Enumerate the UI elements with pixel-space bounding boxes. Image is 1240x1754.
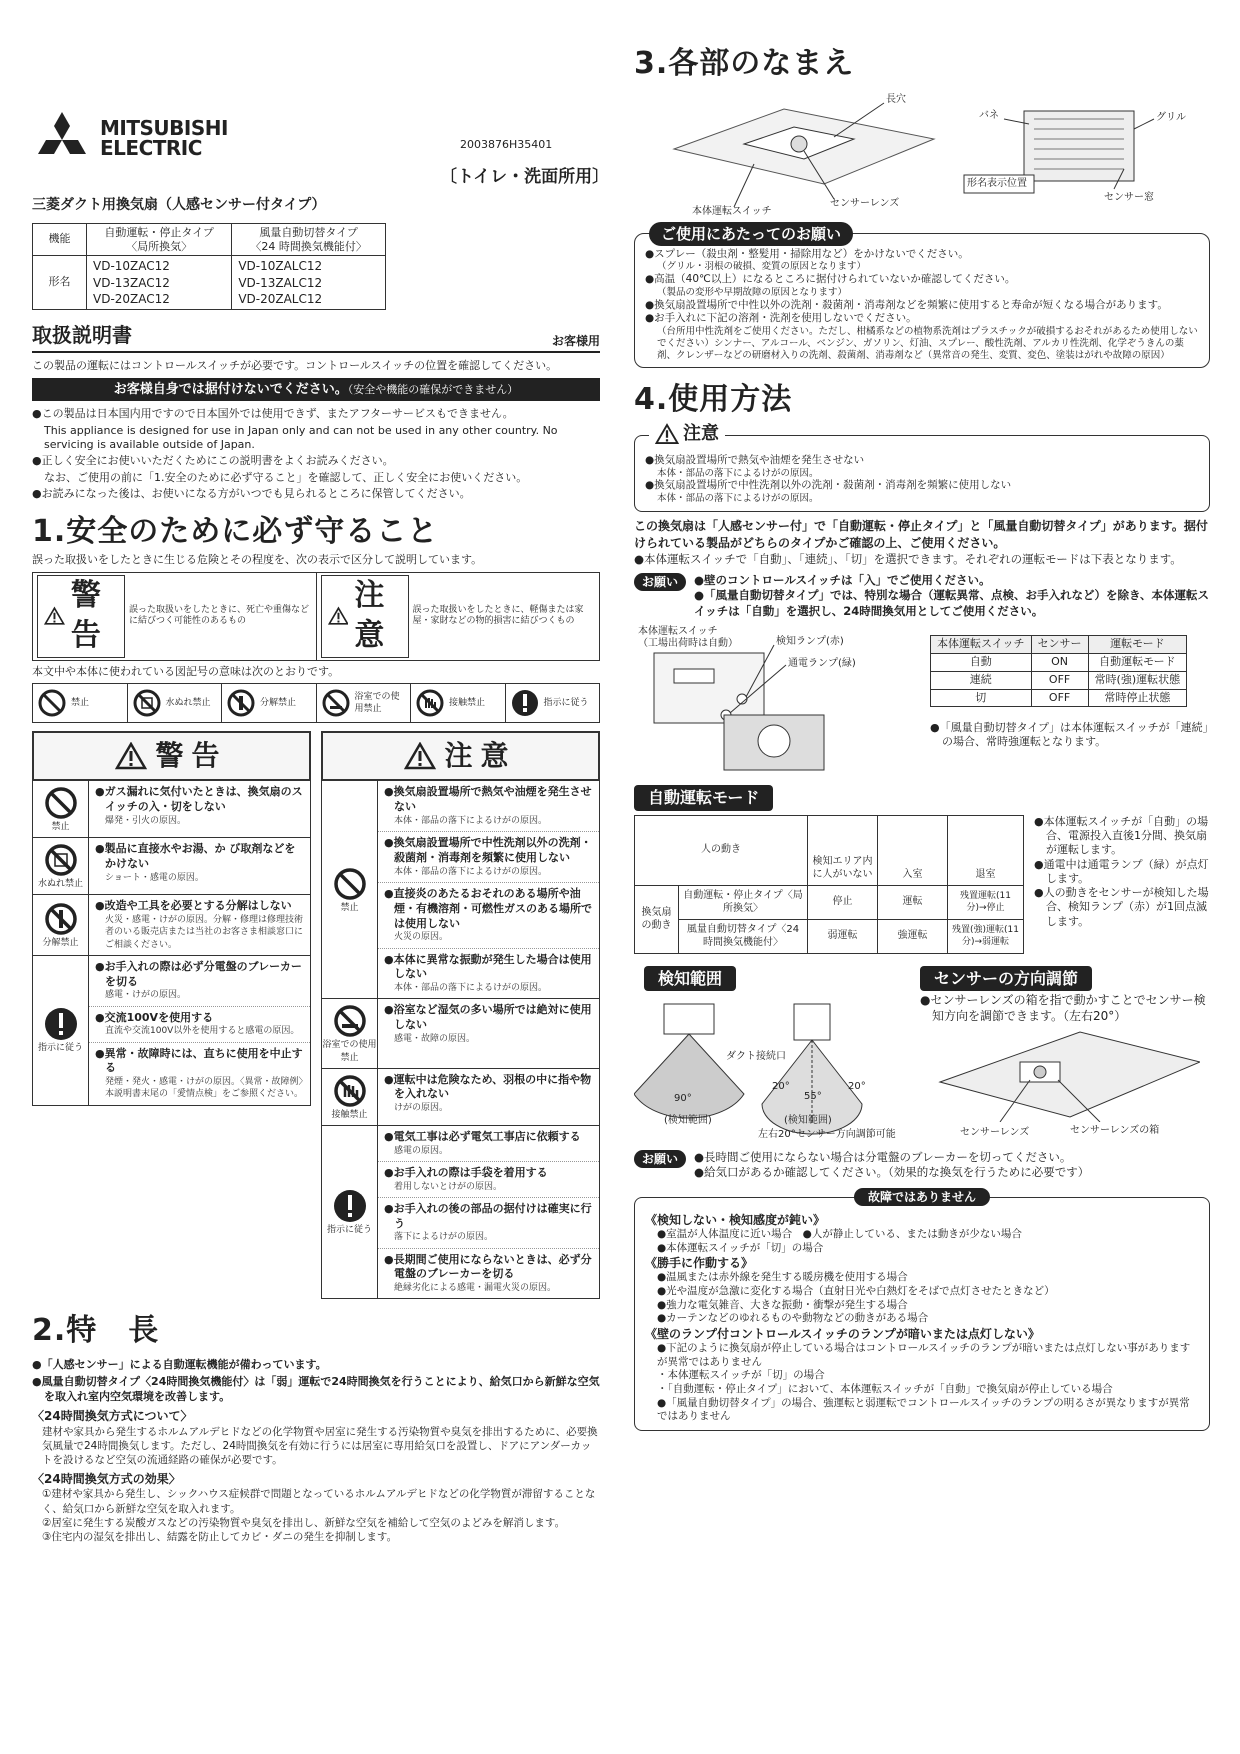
label-model-pos: 形名表示位置 (967, 177, 1027, 189)
item-sub: 落下によるけがの原因。 (394, 1232, 494, 1243)
parts-title: 3.各部のなまえ (634, 46, 855, 81)
list-item (89, 1007, 310, 1043)
mode-cell: 常時(強)運転状態 (1088, 671, 1187, 689)
no-bathroom-icon (332, 1003, 368, 1039)
row-icon (322, 781, 378, 998)
request-text: ●給気口があるか確認してください。（効果的な換気を行うために必要です） (694, 1165, 1090, 1180)
fault-heading: 《壁のランプ付コントロールスイッチのランプが暗いまたは点灯しない》 (645, 1326, 1040, 1341)
symbol-label: 禁止 (71, 698, 90, 709)
auto-note: ●通電中は通電ランプ（緑）が点灯します。 (1034, 857, 1209, 885)
range-title: 検知範囲 (644, 966, 736, 992)
features-title: 2.特 長 (32, 1313, 160, 1349)
warning-list (32, 781, 311, 1105)
request-item: ●換気扇設置場所で中性以外の洗剤・殺菌剤・消毒剤などを頻繁に使用すると寿命が短くなる場合があります。 (645, 298, 1168, 311)
fault-item: ●温風または赤外線を発生する暖房機を使用する場合 (657, 1271, 908, 1284)
col2-header: 風量自動切替タイプ (259, 225, 358, 239)
table-row (33, 837, 310, 894)
symbol-legend (32, 683, 600, 723)
faults-box (634, 1189, 1210, 1431)
list-item: ●正しく安全にお使いいただくためにこの説明書をよくお読みください。 (32, 453, 394, 467)
prohibited-icon (37, 688, 67, 718)
no-water-icon (43, 842, 79, 878)
human-label: 人の動き (635, 815, 808, 885)
icon-label: 指示に従う (37, 1043, 83, 1054)
request-item-sub: （グリル・羽根の破損、変質の原因となります） (657, 261, 867, 273)
request-pill: お願い (634, 573, 686, 591)
doc-code: 2003876H35401 (460, 138, 553, 151)
item-sub: 本体・部品の落下によるけがの原因。 (394, 983, 548, 994)
item-title: ●製品に直接水やお湯、か び取剤などをかけない (95, 842, 296, 871)
label-55deg: 55° (804, 1090, 822, 1102)
warning-triangle-icon (44, 602, 65, 630)
col-label: 退室 (948, 815, 1024, 885)
list-item: ●「人感センサー」による自動運転機能が備わっています。 (32, 1357, 327, 1371)
table-row (33, 955, 310, 1105)
type1-label: 自動運転・停止タイプ〈局所換気〉 (679, 885, 808, 919)
list-item: ●お読みになった後は、お使いになる方がいつでも見られるところに保管してください。 (32, 487, 471, 501)
icon-label: 水ぬれ禁止 (37, 879, 83, 890)
list-item: ③住宅内の湿気を排出し、結露を防止してカビ・ダニの発生を抑制します。 (42, 1530, 398, 1543)
fault-item: ●光や温度が急激に変化する場合（直射日光や白熱灯をそばで点灯させたときなど） (657, 1284, 1055, 1297)
caution-triangle-icon (328, 602, 349, 630)
fault-item: ●「風量自動切替タイプ」の場合、強運転と弱運転でコントロールスイッチのランプの明るさが異なりますが異常ではありません (657, 1396, 1190, 1423)
three-diamonds-icon (32, 110, 92, 166)
row-items (378, 1126, 599, 1299)
list-item: ●風量自動切替タイプ〈24時間換気機能付〉は「弱」運転で24時間換気を行うことにより、給気口から新鮮な空気を取入れ室内空気環境を改善します。 (32, 1374, 600, 1403)
caution-item-sub: 本体・部品の落下によるけがの原因。 (657, 493, 819, 505)
table-row (635, 919, 1024, 953)
mode-header: 運転モード (1088, 636, 1187, 654)
label-20deg: 20° (848, 1080, 866, 1092)
item-title: ●運転中は危険なため、羽根の中に指や物を入れない (384, 1072, 592, 1101)
item-title: ●ガス漏れに気付いたときは、換気扇のスイッチの入・切をしない (95, 785, 303, 814)
notice-list (32, 407, 600, 502)
item-sub: 火災の原因。 (394, 932, 449, 943)
list-item (378, 1249, 599, 1299)
row-icon (33, 838, 89, 894)
request-item: ●お手入れに下記の溶剤・洗剤を使用しないでください。 (645, 312, 917, 325)
model-cell: VD-10ZAC12 (93, 259, 170, 274)
direction-diagram (920, 1022, 1200, 1122)
fault-item: ●下記のように換気扇が停止している場合はコントロールスイッチのランプが暗いまたは点灯しない事がありますが異常ではありません (657, 1342, 1191, 1368)
request-text: ●「風量自動切替タイプ」では、特別な場合（運転異常、点検、お手入れなど）を除き、本体運転スイッチは「自動」を選択し、24時間換気用としてご使用ください。 (694, 588, 1210, 618)
no-water-icon (132, 688, 162, 718)
row-icon (33, 781, 89, 837)
row-items (378, 781, 599, 998)
label-window: センサー窓 (1104, 191, 1154, 203)
row-icon (322, 1126, 378, 1299)
caution-item: ●換気扇設置場所で中性洗剤以外の洗剤・殺菌剤・消毒剤を頻繁に使用しない (645, 479, 1012, 492)
caution-heading: 注意 (444, 739, 517, 773)
label-adjust: 左右20°センサー方向調節可能 (758, 1128, 896, 1140)
usage-title: 4.使用方法 (634, 382, 793, 418)
request-item: ●高温（40℃以上）になるところに据付けられていないか確認してください。 (645, 273, 1016, 286)
icon-label: 禁止 (51, 822, 70, 833)
list-item (378, 1162, 599, 1198)
item-title: ●浴室など湿気の多い場所では絶対に使用しない (384, 1003, 592, 1032)
list-item: ●この製品は日本国内用ですので日本国外では使用できず、またアフターサービスもできません。 (32, 407, 514, 421)
caution-desc: 誤った取扱いをしたときに、軽傷または家屋・家財などの物的損害に結びつくもの (412, 604, 584, 627)
item-title: ●換気扇設置場所で中性洗剤以外の洗剤・殺菌剤・消毒剤を頻繁に使用しない (384, 836, 592, 864)
icon-label: 禁止 (340, 902, 359, 913)
direction-title: センサーの方向調節 (920, 966, 1092, 992)
caution-triangle-icon (404, 742, 436, 770)
mode-cell: 常時停止状態 (1088, 689, 1187, 707)
auto-note: ●人の動きをセンサーが検知した場合、検知ランプ（赤）が1回点滅します。 (1034, 886, 1209, 928)
list-item (378, 883, 599, 949)
item-sub: 感電・けがの原因。 (105, 990, 187, 1001)
warning-triangle-icon (115, 742, 147, 770)
item-title: ●お手入れの際は手袋を着用する (384, 1165, 548, 1179)
fault-heading: 《勝手に作動する》 (645, 1256, 754, 1271)
item-title: ●換気扇設置場所で熱気や油煙を発生させない (384, 785, 592, 814)
row-items (89, 838, 310, 894)
label-switch: 本体運転スイッチ (692, 205, 772, 217)
manual-title: 取扱説明書 (32, 322, 132, 347)
intro-text: この製品の運転にはコントロールスイッチが必要です。コントロールスイッチの位置を確認してください。 (32, 358, 558, 372)
row-label: 換気扇の動き (635, 885, 679, 953)
fault-item: ●本体運転スイッチが「切」の場合 (657, 1241, 824, 1254)
no-disassembly-icon (43, 901, 79, 937)
list-item (89, 781, 310, 831)
row-icon (322, 1069, 378, 1125)
symbol-label: 指示に従う (543, 698, 589, 709)
row-items (89, 895, 310, 954)
table-row (931, 653, 1187, 671)
feature-sub2: 〈24時間換気方式の効果〉 (32, 1472, 181, 1487)
mode-cell: 切 (931, 689, 1032, 707)
list-item: ①建材や家具から発生し、シックハウス症候群で問題となっているホルムアルデヒドなどの化学物質が滞留することなく、給気口から新鮮な空気を取入れます。 (42, 1488, 596, 1515)
item-sub: 着用しないとけがの原因。 (394, 1181, 503, 1192)
fault-item: ●強力な電気雑音、大きな振動・衝撃が発生する場合 (657, 1298, 908, 1311)
model-cell: VD-10ZALC12 (238, 259, 323, 274)
col-label: 入室 (878, 815, 948, 885)
item-title: ●お手入れの後の部品の据付けは確実に行う (384, 1201, 592, 1230)
model-cell: VD-20ZAC12 (93, 291, 170, 306)
row-icon (322, 999, 378, 1067)
label-detect-lamp: 検知ランプ(赤) (776, 636, 844, 648)
type2-label: 風量自動切替タイプ〈24時間換気機能付〉 (679, 919, 808, 953)
caution-list (321, 781, 600, 1299)
brand-line1: MITSUBISHI (100, 116, 228, 140)
symbols-intro: 本文中や本体に使われている図記号の意味は次のとおりです。 (32, 664, 340, 678)
usage-caution-box (634, 422, 1210, 512)
item-title: ●長期間ご使用にならないときは、必ず分電盤のブレーカーを切る (384, 1252, 592, 1281)
symbol-label: 分解禁止 (260, 698, 297, 709)
table-row (322, 998, 599, 1067)
label-range-left: (検知範囲) (664, 1114, 712, 1126)
mode-note: ●「風量自動切替タイプ」は本体運転スイッチが「連続」の場合、常時強運転となります。 (930, 721, 1209, 749)
safety-title: 1.安全のために必ず守ること (32, 514, 439, 550)
no-disassembly-icon (226, 688, 256, 718)
warn-desc: 誤った取扱いをしたときに、死亡や重傷などに結びつく可能性のあるもの (129, 604, 310, 627)
fault-heading: 《検知しない・検知感度が鈍い》 (645, 1212, 826, 1227)
request-title: ご使用にあたってのお願い (649, 222, 853, 246)
item-title: ●電気工事は必ず電気工事店に依頼する (384, 1129, 581, 1143)
sign-legend (32, 572, 600, 661)
brand-line2: ELECTRIC (100, 136, 202, 160)
label-20deg: 20° (772, 1080, 790, 1092)
icon-label: 接触禁止 (331, 1109, 368, 1120)
install-warning-bar (32, 378, 600, 402)
usage-label: 〔トイレ・洗面所用〕 (440, 167, 610, 187)
table-row (931, 689, 1187, 707)
item-sub: けがの原因。 (394, 1103, 449, 1114)
auto-note: ●本体運転スイッチが「自動」の場合、電源投入直後1分間、換気扇が運転します。 (1034, 814, 1209, 857)
label-duct: ダクト接続口 (726, 1050, 786, 1062)
label-hole: 長穴 (886, 93, 906, 105)
row-icon (33, 895, 89, 954)
item-sub: 直流や交流100V以外を使用すると感電の原因。 (105, 1026, 300, 1037)
table-row (322, 781, 599, 998)
row-items (378, 1069, 599, 1125)
caution-triangle-icon (655, 423, 679, 445)
item-sub: 本体・部品の落下によるけがの原因。 (394, 815, 548, 826)
auto-cell: 強運転 (878, 919, 948, 953)
item-sub: 絶縁劣化による感電・漏電火災の原因。 (394, 1283, 557, 1294)
list-item (378, 999, 599, 1049)
caution-item-sub: 本体・部品の落下によるけがの原因。 (657, 467, 819, 479)
install-warning: お客様自身では据付けないでください。 (113, 381, 348, 397)
usage-text2: ●本体運転スイッチで「自動」、「連続」、「切」を選択できます。それぞれの運転モードは下表となります。 (634, 551, 1182, 566)
auto-cell: 運転 (878, 885, 948, 919)
icon-label: 指示に従う (326, 1225, 372, 1236)
auto-mode-table (634, 815, 1024, 954)
row-items (89, 956, 310, 1105)
english-notice: This appliance is designed for use in Japan only and can not be used in any other country. No servicing is available outside of Japan. (44, 424, 558, 451)
prohibited-icon (332, 866, 368, 902)
request-item: ●スプレー（殺虫剤・整髪用・掃除用など）をかけないでください。 (645, 247, 969, 260)
request-text: ●長時間ご使用にならない場合は分電盤のブレーカーを切ってください。 (694, 1149, 1072, 1164)
model-cell: VD-20ZALC12 (238, 291, 323, 306)
request-pill: お願い (634, 1150, 686, 1168)
list-item (378, 1069, 599, 1119)
warning-column (32, 731, 311, 1299)
table-row (33, 894, 310, 954)
label-switch: 本体運転スイッチ (638, 626, 718, 638)
item-title: ●本体に異常な振動が発生した場合は使用しない (384, 952, 592, 981)
label-switch-sub: （工場出荷時は自動） (638, 638, 738, 650)
logo (32, 110, 228, 166)
mode-cell: OFF (1031, 689, 1088, 707)
mode-cell: 自動運転モード (1088, 653, 1187, 671)
fault-item: ・「自動運転・停止タイプ」において、本体運転スイッチが「自動」で換気扇が停止している場合 (657, 1383, 1113, 1395)
table-row (931, 671, 1187, 689)
item-title: ●交流100Vを使用する (95, 1010, 214, 1024)
item-title: ●改造や工具を必要とする分解はしない (95, 899, 292, 913)
item-title: ●お手入れの際は必ず分電盤のブレーカーを切る (95, 959, 302, 988)
item-sub: 爆発・引火の原因。 (105, 815, 187, 826)
prohibited-icon (43, 785, 79, 821)
table-row (635, 885, 1024, 919)
item-sub: 感電の原因。 (394, 1145, 449, 1156)
mode-cell: 連続 (931, 671, 1032, 689)
request-box (634, 224, 1210, 369)
label-power-lamp: 通電ランプ(緑) (788, 658, 856, 670)
no-touch-icon (332, 1073, 368, 1109)
model-cell: VD-13ZAC12 (93, 275, 170, 290)
item-sub: 感電・故障の原因。 (394, 1034, 476, 1045)
no-bathroom-icon (321, 688, 351, 718)
icon-label: 浴室での使用禁止 (322, 1040, 377, 1063)
list-item (89, 838, 310, 888)
mode-cell: ON (1031, 653, 1088, 671)
label-lens-box: センサーレンズの箱 (1070, 1124, 1160, 1136)
request-item-sub: （製品の変形や早期故障の原因となります） (657, 286, 848, 298)
col1-header-sub: 〈局所換気〉 (126, 239, 193, 253)
mandatory-icon (510, 688, 540, 718)
feature-sub1-text: 建材や家具から発生するホルムアルデヒドなどの化学物質や居室に発生する汚染物質や臭気を排出するために、必要換気風量で24時間換気します。ただし、24時間換気を有効に行うには居室に専用給気口を設置し、ドアにアンダーカットを設けるなど空気の流通経路の確保が必要です。 (42, 1425, 598, 1466)
row-items (378, 999, 599, 1067)
model-cell: VD-13ZALC12 (238, 275, 323, 290)
symbol-label: 水ぬれ禁止 (165, 698, 211, 709)
item-sub: ショート・感電の原因。 (105, 873, 204, 884)
symbol-label: 浴室での使用禁止 (354, 692, 400, 715)
list-item: ②居室に発生する炭酸ガスなどの汚染物質や臭気を排出し、新鮮な空気を補給して空気のよどみを解消します。 (42, 1516, 566, 1529)
list-item (378, 832, 599, 883)
col-label: 検知エリア内に人がいない (808, 815, 878, 885)
mandatory-icon (332, 1188, 368, 1224)
row-items (89, 781, 310, 837)
faults-title: 故障ではありません (854, 1188, 990, 1206)
table-row (33, 781, 310, 837)
switch-figure-area (634, 625, 1210, 775)
list-item (89, 895, 310, 954)
col2-header-sub: 〈24 時間換気機能付〉 (250, 239, 367, 253)
icon-label: 分解禁止 (42, 938, 79, 949)
auto-cell: 弱運転 (808, 919, 878, 953)
features-list (32, 1358, 600, 1405)
install-warning-sub: （安全や機能の確保ができません） (347, 382, 519, 396)
item-title: ●直接炎のあたるおそれのある場所や油煙・有機溶剤・可燃性ガスのある場所では使用しない (384, 886, 592, 930)
caution-label: 注意 (683, 422, 719, 444)
request-text: ●壁のコントロールスイッチは「入」でご使用ください。 (694, 572, 991, 587)
label-spring: バネ (979, 109, 999, 121)
list-item (378, 781, 599, 832)
model-label: 形名 (33, 256, 87, 310)
mode-header: センサー (1031, 636, 1088, 654)
customer-label: お客様用 (551, 333, 600, 348)
label-lens: センサーレンズ (960, 1126, 1030, 1138)
list-item (378, 1126, 599, 1162)
auto-cell: 停止 (808, 885, 878, 919)
caution-column (321, 731, 600, 1299)
fault-item: ●カーテンなどのゆれるものや動物などの動きがある場合 (657, 1312, 929, 1325)
request-item-sub: （台所用中性洗剤をご使用ください。ただし、柑橘系などの植物系洗剤はプラスチックが破損するおそれがあるため使用しないでください）シンナー、アルコール、ベンジン、ガソリン、灯油、スプレー、酸性洗剤、アルカリ性洗剤、化学ぞうきんの薬剤、クレンザーなどの研磨材入りの洗剤、殺菌剤、消毒剤など（異常音の発生、変質、変色、塗装はがれや故障の原因） (657, 325, 1198, 361)
auto-mode-title: 自動運転モード (634, 785, 773, 811)
warning-heading: 警告 (155, 739, 228, 773)
item-title: ●異常・故障時には、直ちに使用を中止する (95, 1046, 303, 1075)
list-item (378, 1198, 599, 1249)
parts-figures (634, 89, 1210, 219)
fault-item: ・本体運転スイッチが「切」の場合 (657, 1369, 825, 1382)
safety-intro: 誤った取扱いをしたときに生じる危険とその程度を、次の表示で区分して説明しています。 (32, 552, 483, 566)
list-item (89, 956, 310, 1007)
item-sub: 発煙・発火・感電・けがの原因。〈異常・故障例〉本説明書末尾の「愛情点検」をご参照ください。 (105, 1077, 304, 1100)
model-table (32, 223, 386, 310)
caution-item: ●換気扇設置場所で熱気や油煙を発生させない (645, 453, 865, 466)
mandatory-icon (43, 1006, 79, 1042)
row-icon (33, 956, 89, 1105)
direction-text: ●センサーレンズの箱を指で動かすことでセンサー検知方向を調節できます。（左右20°） (920, 993, 1206, 1023)
list-item (378, 949, 599, 999)
table-row (322, 1068, 599, 1125)
caution-word: 注意 (354, 577, 391, 654)
func-label: 機能 (33, 223, 87, 256)
no-touch-icon (415, 688, 445, 718)
table-row (322, 1125, 599, 1299)
label-grille: グリル (1156, 111, 1186, 123)
warn-word: 警告 (70, 577, 107, 654)
label-range-right: (検知範囲) (784, 1114, 832, 1126)
product-title: 三菱ダクト用換気扇（人感センサー付タイプ） (32, 197, 326, 213)
mode-table (930, 635, 1187, 707)
label-90deg: 90° (674, 1092, 692, 1104)
label-lens: センサーレンズ (830, 197, 900, 209)
mode-cell: OFF (1031, 671, 1088, 689)
fault-item: ●室温が人体温度に近い場合 ●人が静止している、または動きが少ない場合 (657, 1227, 1022, 1240)
symbol-label: 接触禁止 (449, 698, 486, 709)
item-sub: 本体・部品の落下によるけがの原因。 (394, 866, 548, 877)
item-sub: 火災・感電・けがの原因。分解・修理は修理技術者のいる販売店または当社のお客さま相談窓口にご相談ください。 (105, 915, 304, 950)
auto-cell: 残置運転(11分)→停止 (948, 885, 1024, 919)
col1-header: 自動運転・停止タイプ (104, 225, 214, 239)
mode-header: 本体運転スイッチ (931, 636, 1032, 654)
mode-cell: 自動 (931, 653, 1032, 671)
list-item (89, 1043, 310, 1105)
list-item: なお、ご使用の前に「1.安全のために必ず守ること」を確認して、正しく安全にお使いください。 (44, 470, 528, 484)
feature-sub1: 〈24時間換気方式について〉 (32, 1409, 193, 1424)
auto-cell: 残置(強)運転(11分)→弱運転 (948, 919, 1024, 953)
usage-text1: この換気扇は「人感センサー付」で「自動運転・停止タイプ」と「風量自動切替タイプ」があります。据付けられている製品がどちらのタイプかご確認の上、ご使用ください。 (634, 518, 1208, 550)
